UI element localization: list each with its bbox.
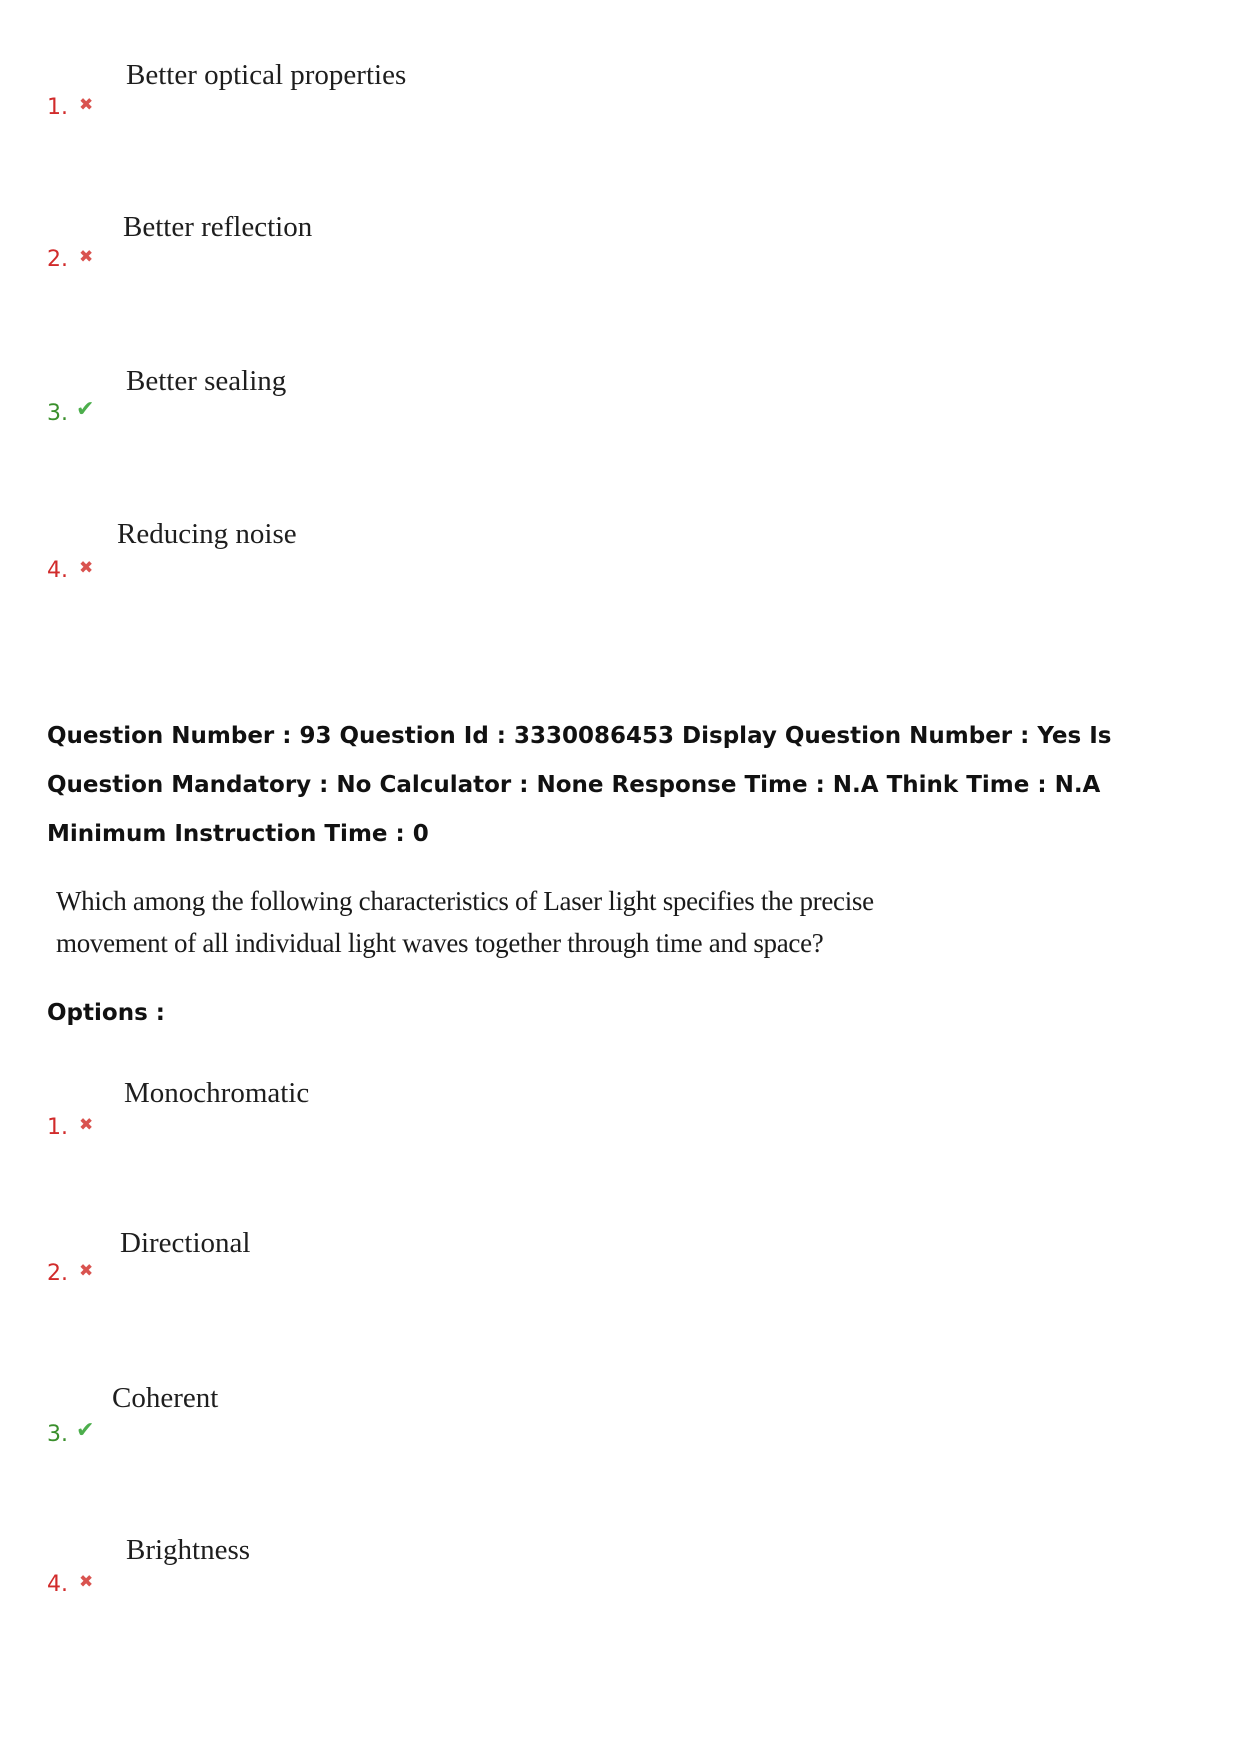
option-text: Better reflection <box>123 211 313 243</box>
option-number: 3. <box>47 401 68 426</box>
option-number: 1. <box>47 1115 68 1140</box>
option-text: Reducing noise <box>117 518 297 550</box>
option-number: 3. <box>47 1422 68 1447</box>
question-metadata: Question Number : 93 Question Id : 3330086453 Display Question Number : Yes Is Question Mandatory : No Calculator : None Response Time : N.A Think Time : N.A Minimum Instruction Time : 0 <box>47 723 1112 847</box>
option-text: Better optical properties <box>126 59 407 91</box>
options-label: Options : <box>47 1000 165 1026</box>
option-number: 4. <box>47 1572 68 1597</box>
option-text: Better sealing <box>126 365 287 397</box>
option-number: 4. <box>47 558 68 583</box>
check-icon: ✔ <box>76 1418 95 1443</box>
option-number: 1. <box>47 95 68 120</box>
cross-icon: ✖ <box>79 95 94 115</box>
check-icon: ✔ <box>76 397 95 422</box>
cross-icon: ✖ <box>79 558 94 578</box>
question-text: Which among the following characteristics of Laser light specifies the precise movement of all individual light waves together through time and space? <box>56 886 874 958</box>
cross-icon: ✖ <box>79 1115 94 1135</box>
option-text: Brightness <box>126 1534 251 1566</box>
cross-icon: ✖ <box>79 1261 94 1281</box>
option-text: Monochromatic <box>124 1077 310 1109</box>
option-text: Directional <box>120 1227 251 1259</box>
option-text: Coherent <box>112 1382 219 1414</box>
cross-icon: ✖ <box>79 247 94 267</box>
option-number: 2. <box>47 247 68 272</box>
option-number: 2. <box>47 1261 68 1286</box>
cross-icon: ✖ <box>79 1572 94 1592</box>
